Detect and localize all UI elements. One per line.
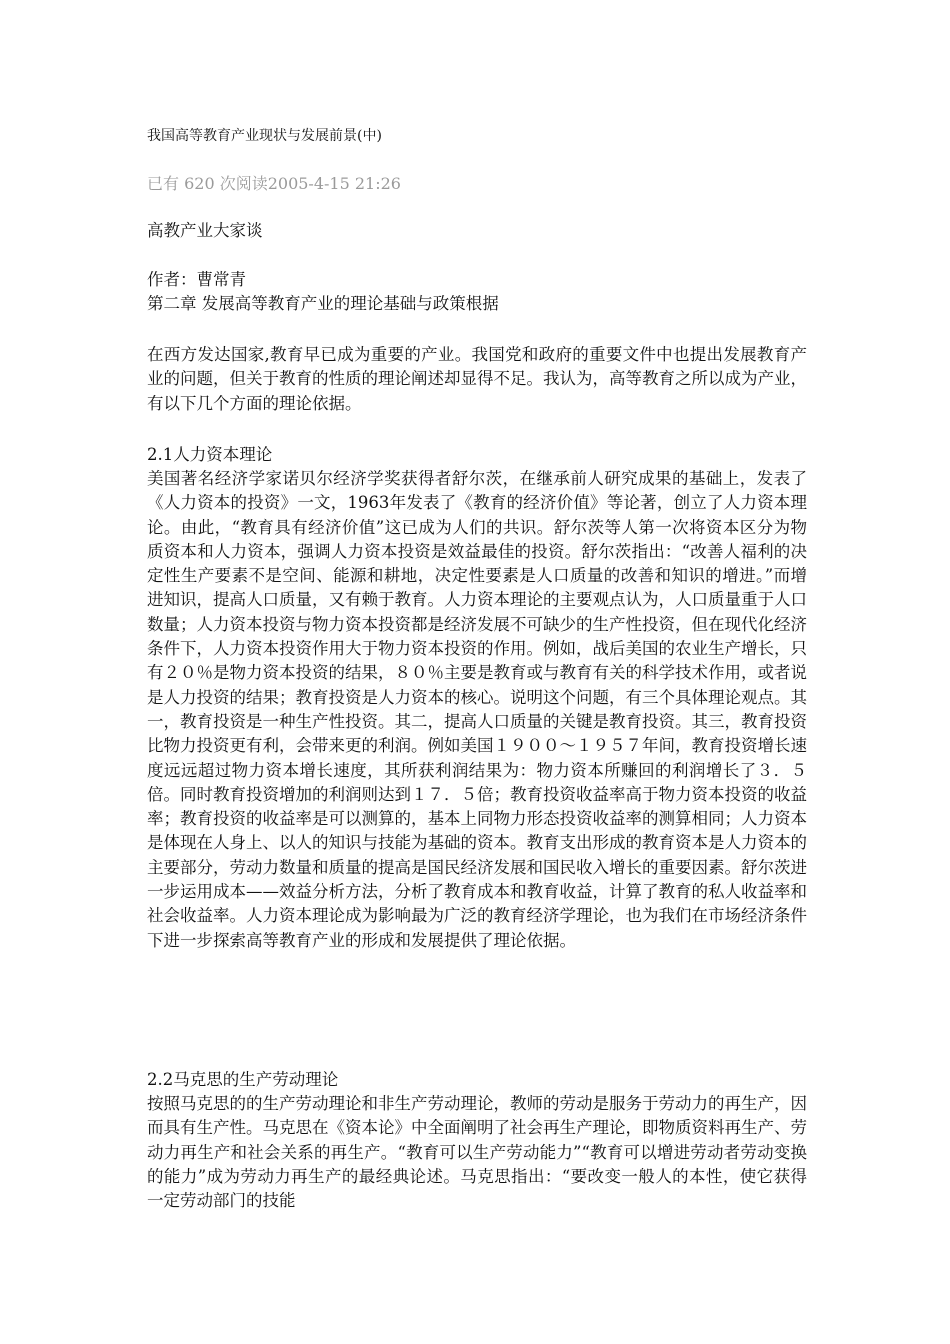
section-2-1-paragraph: 美国著名经济学家诺贝尔经济学奖获得者舒尔茨，在继承前人研究成果的基础上，发表了《人力资本的投资》一文，1963年发表了《教育的经济价值》等论著，创立了人力资本理论。由此，“教育具有经济价值”这已成为人们的共识。舒尔茨等人第一次将资本区分为物质资本和人力资本，强调人力资本投资是效益最佳的投资。舒尔茨指出：“改善人福利的决定性生产要素不是空间、能源和耕地，决定性要素是人口质量的改善和知识的增进。”而增进知识，提高人口质量，又有赖于教育。人力资本理论的主要观点认为，人口质量重于人口数量；人力资本投资与物力资本投资都是经济发展不可缺少的生产性投资，但在现代化经济条件下，人力资本投资作用大于物力资本投资的作用。例如，战后美国的农业生产增长，只有２０％是物力资本投资的结果，８０％主要是教育或与教育有关的科学技术作用，或者说是人力投资的结果；教育投资是人力资本的核心。说明这个问题，有三个具体理论观点。其一，教育投资是一种生产性投资。其二，提高人口质量的关键是教育投资。其三，教育投资比物力投资更有利，会带来更的利润。例如美国１９００～１９５７年间，教育投资增长速度远远超过物力资本增长速度，其所获利润结果为：物力资本所赚回的利润增长了３．５倍。同时教育投资增加的利润则达到１７．５倍；教育投资收益率高于物力资本投资的收益率；教育投资的收益率是可以测算的，基本上同物力形态投资收益率的测算相同；人力资本是体现在人身上、以人的知识与技能为基础的资本。教育支出形成的教育资本是人力资本的主要部分，劳动力数量和质量的提高是国民经济发展和国民收入增长的重要因素。舒尔茨进一步运用成本——效益分析方法，分析了教育成本和教育收益，计算了教育的私人收益率和社会收益率。人力资本理论成为影响最为广泛的教育经济学理论，也为我们在市场经济条件下进一步探索高等教育产业的形成和发展提供了理论依据。 [147,469,807,950]
article-author: 作者：曹常青 [147,270,246,289]
section-2-1-heading: 2.1人力资本理论 [147,445,273,464]
article-title: 我国高等教育产业现状与发展前景(中) [147,128,382,144]
section-2-2-paragraph: 按照马克思的的生产劳动理论和非生产劳动理论，教师的劳动是服务于劳动力的再生产，因而具有生产性。马克思在《资本论》中全面阐明了社会再生产理论，即物质资料再生产、劳动力再生产和社会关系的再生产。“教育可以生产劳动能力”“教育可以增进劳动者劳动变换的能力”成为劳动力再生产的最经典论述。马克思指出：“要改变一般人的本性，使它获得一定劳动部门的技能 [147,1094,807,1211]
section-2-2-heading: 2.2马克思的生产劳动理论 [147,1070,339,1089]
section-name: 高教产业大家谈 [147,221,263,240]
intro-paragraph: 在西方发达国家,教育早已成为重要的产业。我国党和政府的重要文件中也提出发展教育产业的问题，但关于教育的性质的理论阐述却显得不足。我认为，高等教育之所以成为产业，有以下几个方面的理论依据。 [147,345,807,413]
chapter-heading: 第二章 发展高等教育产业的理论基础与政策根据 [147,294,499,313]
article-meta: 已有 620 次阅读2005-4-15 21:26 [147,174,401,193]
